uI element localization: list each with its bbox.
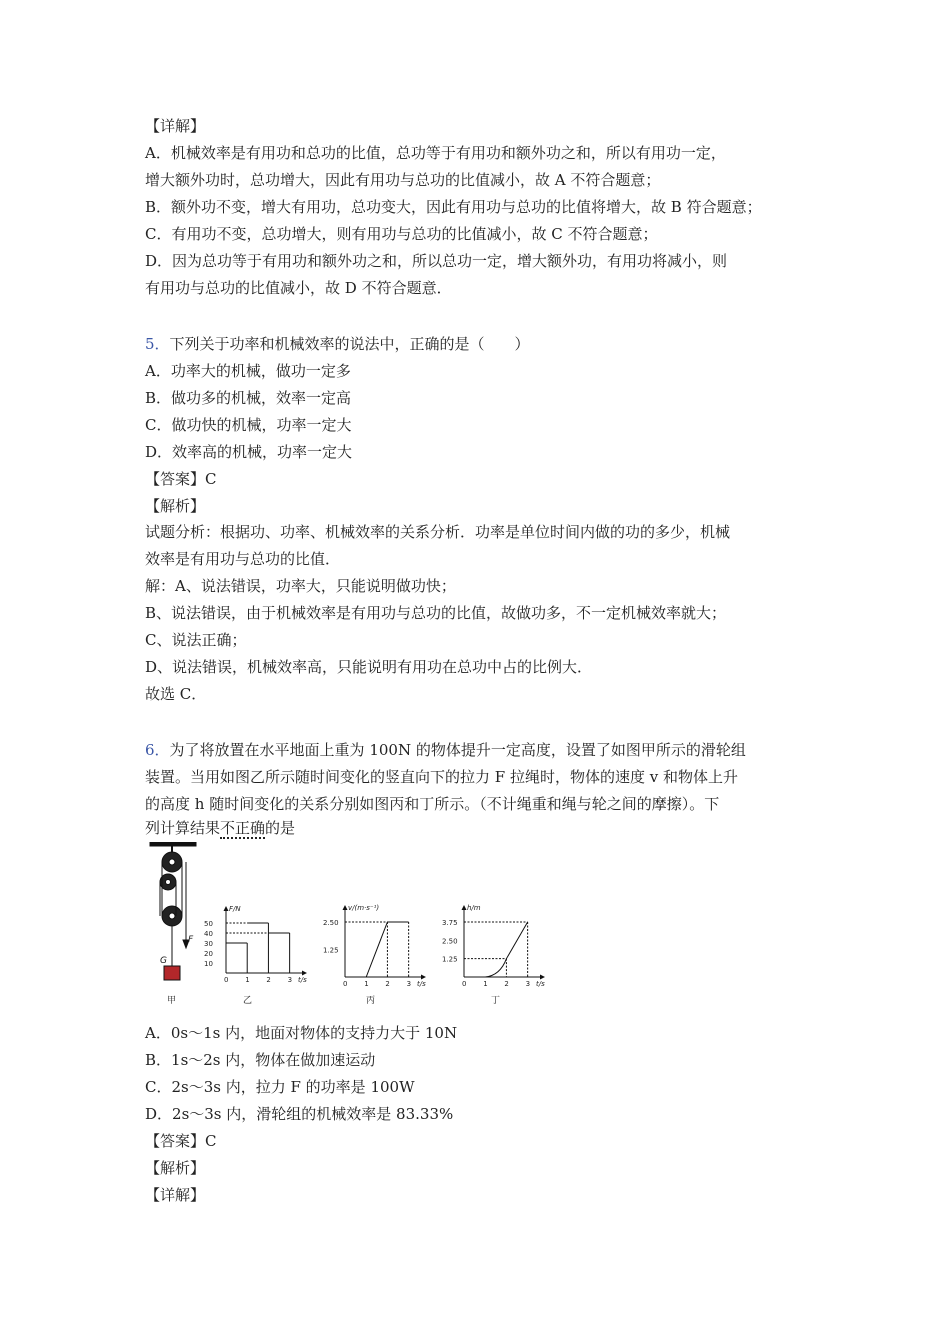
x-tick-label: 1 <box>364 980 369 988</box>
analysis-heading: 【解析】 <box>145 1159 206 1177</box>
x-tick-label: 1 <box>483 980 488 988</box>
y-tick-label: 1.25 <box>442 955 458 964</box>
question-number: 6． <box>145 741 170 759</box>
explanation-line: B．额外功不变，增大有用功，总功变大，因此有用功与总功的比值将增大，故 B 符合题意； <box>145 198 762 216</box>
x-axis-arrow <box>540 975 545 980</box>
analysis-line: D、说法错误，机械效率高，只能说明有用功在总功中占的比例大． <box>145 658 593 676</box>
x-tick-label: 0 <box>343 980 348 988</box>
fixed-pulley-axle <box>169 859 175 865</box>
y-axis-label: v/(m·s⁻¹) <box>348 904 380 912</box>
x-tick-label: 2 <box>504 980 509 988</box>
y-axis-label: F/N <box>229 905 241 913</box>
option-a: A．功率大的机械，做功一定多 <box>145 362 351 380</box>
figure-label-jia: 甲 <box>167 996 177 1006</box>
explanation-line: 增大额外功时，总功增大，因此有用功与总功的比值减小，故 A 不符合题意； <box>145 171 661 189</box>
question-text: 列计算结果 <box>145 819 221 837</box>
option-b: B．1s～2s 内，物体在做加速运动 <box>145 1051 376 1069</box>
y-tick-label: 50 <box>204 920 213 928</box>
pulley-system-diagram <box>150 842 196 980</box>
question-text: 的是 <box>265 819 296 837</box>
y-axis-arrow <box>462 905 467 910</box>
velocity-line <box>345 922 409 977</box>
x-tick-label: 2 <box>266 976 271 984</box>
option-d: D．效率高的机械，功率一定大 <box>145 443 353 461</box>
x-axis-label: t/s <box>536 980 545 988</box>
height-time-graph <box>442 904 545 988</box>
explanation-line: D．因为总功等于有用功和额外功之和，所以总功一定，增大额外功，有用功将减小，则 <box>145 252 728 270</box>
x-axis-arrow <box>302 971 307 976</box>
analysis-line: B、说法错误，由于机械效率是有用功与总功的比值，故做功多，不一定机械效率就大； <box>145 604 727 622</box>
question-text: 的高度 h 随时间变化的关系分别如图丙和丁所示。（不计绳重和绳与轮之间的摩擦）。下 <box>145 795 720 813</box>
x-tick-label: 0 <box>462 980 467 988</box>
y-tick-label: 2.50 <box>442 937 458 946</box>
emphasis-text: 不正确 <box>220 819 266 837</box>
x-tick-label: 2 <box>385 980 390 988</box>
y-tick-label: 2.50 <box>323 919 339 927</box>
explanation-line: A．机械效率是有用功和总功的比值，总功等于有用功和额外功之和，所以有用功一定， <box>145 144 726 162</box>
question-text: 为了将放置在水平地面上重为 100N 的物体提升一定高度，设置了如图甲所示的滑轮组 <box>169 741 746 759</box>
x-axis-arrow <box>421 975 426 980</box>
x-tick-label: 1 <box>245 976 250 984</box>
question-number: 5． <box>145 335 170 353</box>
x-axis-label: t/s <box>417 980 426 988</box>
y-tick-label: 30 <box>204 940 213 948</box>
height-curve <box>464 922 528 977</box>
y-tick-label: 40 <box>204 930 213 938</box>
force-time-graph <box>204 905 307 984</box>
option-a: A．0s～1s 内，地面对物体的支持力大于 10N <box>145 1024 458 1042</box>
explanation-line: C．有用功不变，总功增大，则有用功与总功的比值减小，故 C 不符合题意； <box>145 225 658 243</box>
y-axis-label: h/m <box>467 904 481 912</box>
option-c: C．做功快的机械，功率一定大 <box>145 416 352 434</box>
gravity-label: G <box>160 956 167 966</box>
analysis-line: 试题分析：根据功、功率、机械效率的关系分析．功率是单位时间内做的功的多少，机械 <box>145 523 731 541</box>
force-label: F <box>188 935 194 945</box>
question-text-last <box>145 818 295 838</box>
y-tick-label: 10 <box>204 960 213 968</box>
y-tick-label: 1.25 <box>323 946 339 955</box>
x-tick-label: 0 <box>224 976 229 984</box>
analysis-line: 效率是有用功与总功的比值． <box>145 550 341 568</box>
velocity-time-graph <box>323 904 426 988</box>
option-b: B．做功多的机械，效率一定高 <box>145 389 352 407</box>
answer-label: 【答案】C <box>145 1132 217 1150</box>
question-text: 下列关于功率和机械效率的说法中，正确的是（ ） <box>169 335 530 353</box>
detail-heading: 【详解】 <box>145 117 206 135</box>
x-tick-label: 3 <box>525 980 531 988</box>
analysis-heading: 【解析】 <box>145 497 206 515</box>
ceiling <box>150 842 196 846</box>
answer-label: 【答案】C <box>145 470 217 488</box>
figure-label-yi: 乙 <box>243 996 253 1006</box>
analysis-line: 故选 C． <box>145 685 207 703</box>
y-axis-arrow <box>343 905 348 910</box>
x-axis-label: t/s <box>298 976 307 984</box>
y-axis-arrow <box>224 906 229 911</box>
detail-heading: 【详解】 <box>145 1186 206 1204</box>
figure-label-ding: 丁 <box>491 996 501 1006</box>
y-tick-label: 3.75 <box>442 919 458 927</box>
explanation-line: 有用功与总功的比值减小，故 D 不符合题意． <box>145 279 452 297</box>
analysis-line: 解：A、说法错误，功率大，只能说明做功快； <box>145 577 456 595</box>
option-d: D．2s～3s 内，滑轮组的机械效率是 83.33% <box>145 1105 454 1123</box>
figure-pulley-and-graphs <box>146 842 550 1012</box>
option-c: C．2s～3s 内，拉力 F 的功率是 100W <box>145 1078 415 1096</box>
analysis-line: C、说法正确； <box>145 631 247 649</box>
figure-label-bing: 丙 <box>366 996 376 1006</box>
question-text: 装置。当用如图乙所示随时间变化的竖直向下的拉力 F 拉绳时，物体的速度 v 和物体上升 <box>145 768 738 786</box>
x-tick-label: 3 <box>287 976 293 984</box>
question-5-stem <box>145 334 530 354</box>
weight-block <box>164 966 180 980</box>
x-tick-label: 3 <box>406 980 412 988</box>
question-6-stem <box>145 740 746 760</box>
y-tick-label: 20 <box>204 950 213 958</box>
